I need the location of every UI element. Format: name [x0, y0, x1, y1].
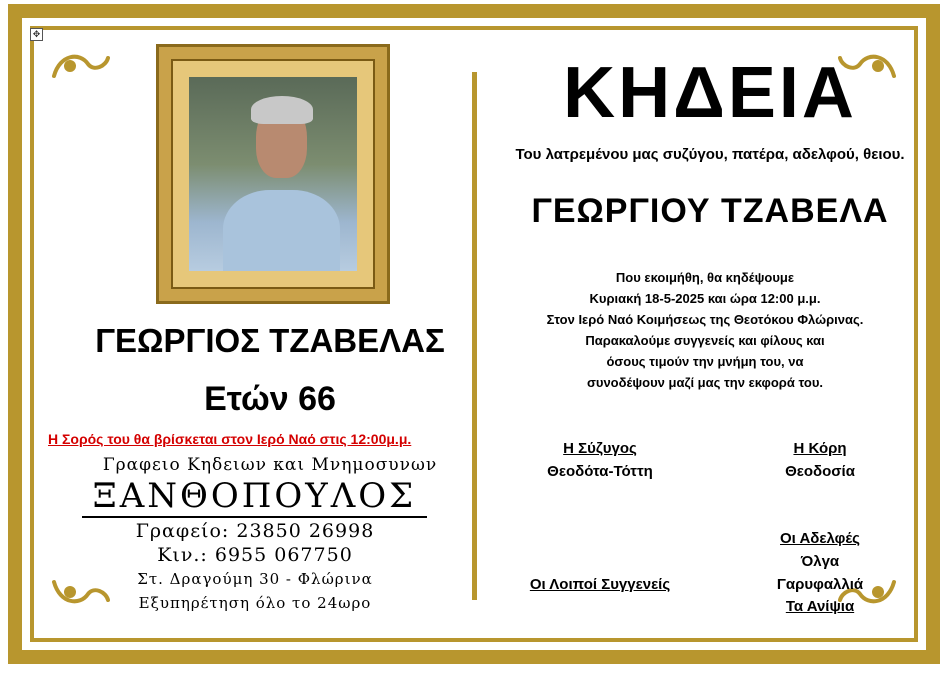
announcement-line: Κυριακή 18-5-2025 και ώρα 12:00 μ.μ.	[589, 291, 821, 306]
announcement-line: Παρακαλούμε συγγενείς και φίλους και	[585, 333, 825, 348]
announcement-line: Που εκοιμήθη, θα κηδέψουμε	[615, 270, 795, 285]
announcement-line: συνοδέψουν μαζί μας την εκφορά του.	[586, 375, 823, 390]
funeral-home-heading: Γραφειο Κηδειων και Μνημοσυνων	[102, 455, 438, 475]
spouse-label: Η Σύζυγος	[563, 440, 637, 457]
page-title: ΚΗΔΕΙΑ	[563, 53, 857, 133]
spouse-name: Θεοδότα-Τόττη	[547, 463, 653, 480]
relatives-label: Οι Λοιποί Συγγενείς	[529, 576, 671, 593]
announcement	[500, 267, 910, 393]
mobile-phone: Κιν.: 6955 067750	[157, 544, 353, 566]
sister-name: Όλγα	[800, 553, 840, 570]
corner-ornament-icon	[50, 48, 112, 82]
age: Ετών 66	[204, 380, 336, 418]
nieces-label: Τα Ανίψια	[785, 598, 855, 615]
deceased-name-genitive: ΓΕΩΡΓΙΟΥ ΤΖΑΒΕΛΑ	[531, 192, 889, 230]
service-hours: Εξυπηρέτηση όλο το 24ωρο	[138, 594, 372, 612]
portrait-frame	[156, 44, 390, 304]
move-handle-icon[interactable]: ✥	[30, 28, 43, 41]
funeral-home-name: ΞΑΝΘΟΠΟΥΛΟΣ	[82, 476, 427, 518]
viewing-notice: Η Σορός του θα βρίσκεται στον Ιερό Ναό στις 12:00μ.μ.	[48, 431, 412, 447]
announcement-line: όσους τιμούν την μνήμη του, να	[606, 354, 804, 369]
office-phone: Γραφείο: 23850 26998	[135, 520, 375, 542]
daughter-label: Η Κόρη	[793, 440, 847, 457]
daughter-name: Θεοδοσία	[785, 463, 855, 480]
address: Στ. Δραγούμη 30 - Φλώρινα	[137, 570, 373, 588]
sister-name: Γαρυφαλλιά	[776, 576, 864, 593]
sisters-label: Οι Αδελφές	[780, 530, 860, 547]
dedication: Του λατρεμένου μας συζύγου, πατέρα, αδελφού, θειου.	[515, 146, 905, 163]
deceased-name: ΓΕΩΡΓΙΟΣ ΤΖΑΒΕΛΑΣ	[95, 322, 445, 359]
portrait-photo	[189, 77, 357, 271]
announcement-line: Στον Ιερό Ναό Κοιμήσεως της Θεοτόκου Φλώρινας.	[546, 312, 864, 327]
